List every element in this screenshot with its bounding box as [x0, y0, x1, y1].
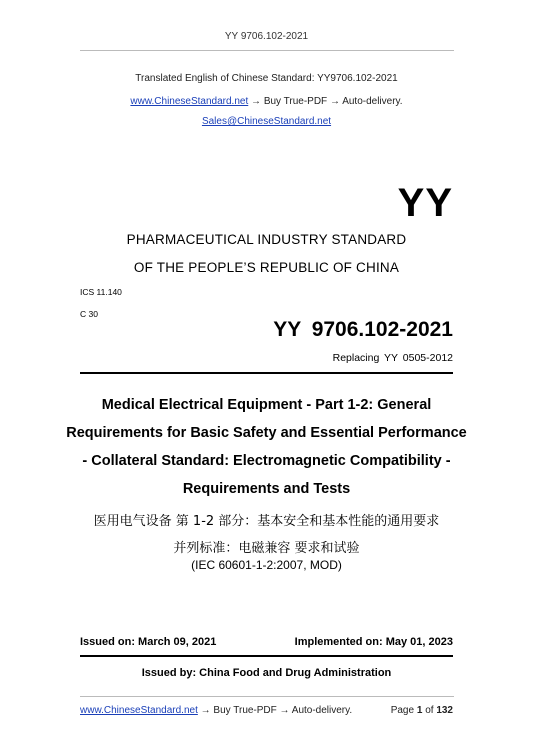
footer-purchase-line	[80, 705, 352, 716]
email-line	[0, 116, 533, 127]
page-indicator	[391, 705, 453, 716]
authority-line-1: PHARMACEUTICAL INDUSTRY STANDARD	[126, 232, 407, 247]
replacing-note: Replacing YY 0505-2012	[332, 352, 453, 364]
buy-pdf-text: Buy True-PDF	[263, 96, 328, 107]
title-line-3: - Collateral Standard: Electromagnetic Compatibility -	[82, 453, 451, 469]
implemented-date: Implemented on: May 01, 2023	[294, 636, 453, 648]
translation-notice: Translated English of Chinese Standard: YY9706.102-2021	[135, 73, 398, 84]
footer-divider	[80, 696, 454, 697]
ccs-code: C 30	[80, 309, 98, 319]
page-total: 132	[436, 705, 453, 716]
purchase-line	[0, 96, 533, 107]
iec-reference: (IEC 60601-1-2:2007, MOD)	[191, 558, 342, 572]
ics-code: ICS 11.140	[80, 287, 122, 297]
standard-logo: YY	[397, 181, 453, 225]
standard-number: YY 9706.102-2021	[273, 318, 453, 341]
arrow-icon: →	[248, 96, 264, 107]
dates-divider	[80, 655, 453, 657]
arrow-icon: →	[327, 96, 343, 107]
footer-site-link[interactable]: www.ChineseStandard.net	[80, 705, 198, 716]
footer-purchase-text: → Buy True-PDF → Auto-delivery.	[197, 705, 353, 716]
page-label: Page	[390, 705, 415, 716]
chinese-title-line-1: 医用电气设备 第 1-2 部分：基本安全和基本性能的通用要求	[93, 514, 440, 529]
title-divider	[80, 372, 453, 374]
title-line-4: Requirements and Tests	[182, 481, 351, 497]
running-header: YY 9706.102-2021	[224, 31, 309, 42]
title-line-2: Requirements for Basic Safety and Essential Performance	[66, 425, 467, 441]
issued-date: Issued on: March 09, 2021	[80, 636, 217, 648]
title-line-1: Medical Electrical Equipment - Part 1-2: General	[101, 397, 432, 413]
auto-delivery-text: Auto-delivery.	[342, 96, 403, 107]
header-divider	[80, 50, 454, 51]
of-label: of	[425, 705, 434, 716]
issuer: Issued by: China Food and Drug Administration	[141, 667, 392, 679]
chinese-title-line-2: 并列标准：电磁兼容 要求和试验	[173, 541, 360, 556]
page-number: 1	[416, 705, 423, 716]
authority-line-2: OF THE PEOPLE’S REPUBLIC OF CHINA	[133, 260, 400, 275]
email-link[interactable]: Sales@ChineseStandard.net	[201, 116, 332, 127]
site-link[interactable]: www.ChineseStandard.net	[130, 96, 249, 107]
